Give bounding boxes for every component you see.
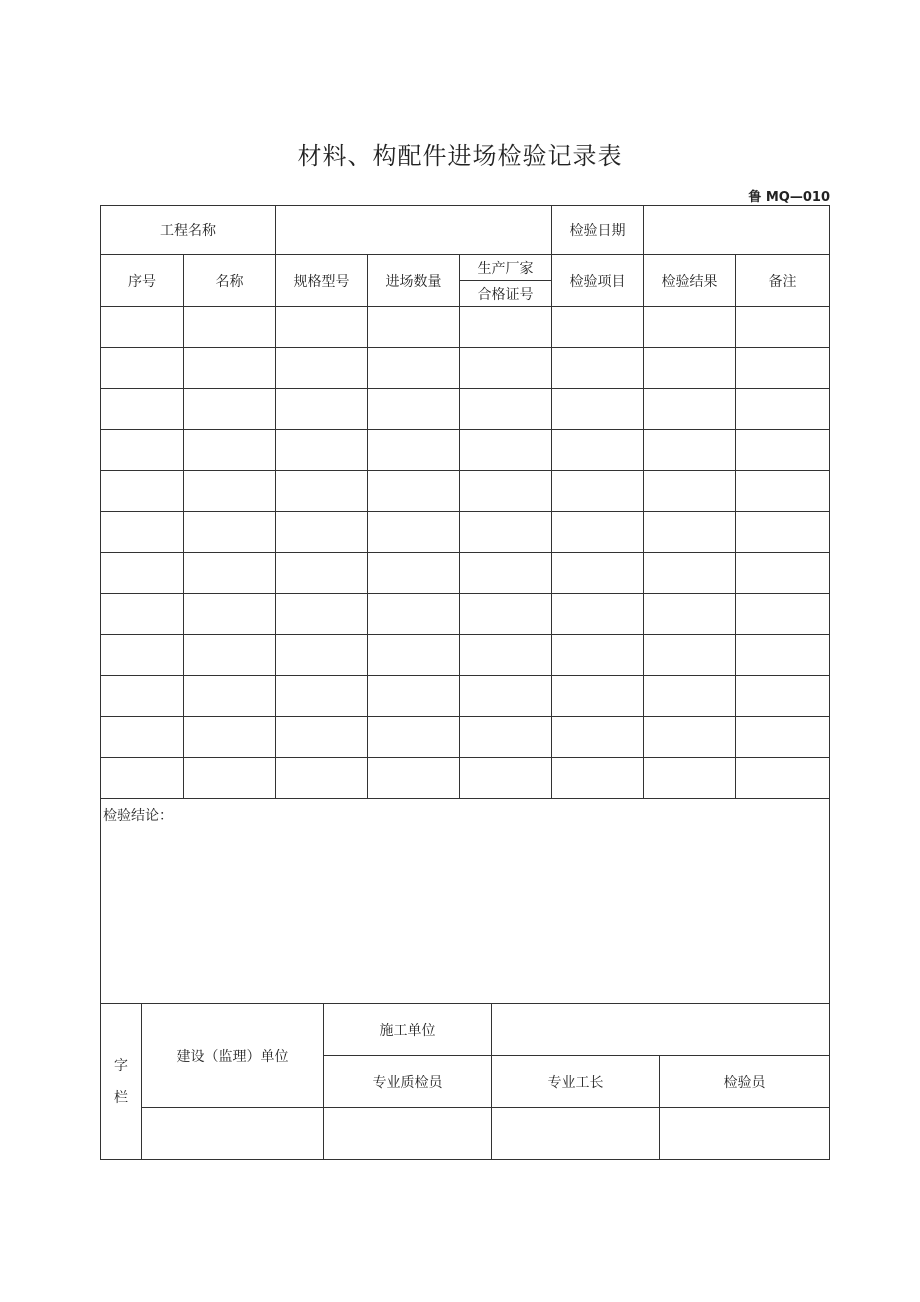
form-title: 材料、构配件进场检验记录表 [297,142,623,170]
col-header-cert: 合格证号 [459,280,552,307]
table-cell-qty[interactable] [367,347,460,389]
table-cell-note[interactable] [735,716,830,758]
inspect-date-label: 检验日期 [551,205,644,255]
conclusion-label: 检验结论： [103,808,173,824]
table-cell-item[interactable] [551,593,644,635]
table-cell-result[interactable] [643,675,736,717]
table-cell-name[interactable] [183,634,276,676]
inspect-date-field[interactable] [643,205,830,255]
table-cell-maker-cert[interactable] [459,757,552,799]
form-code: 鲁 MQ—010 [748,190,830,205]
table-cell-note[interactable] [735,429,830,471]
table-cell-seq[interactable] [100,716,184,758]
table-cell-spec[interactable] [275,388,368,430]
table-cell-note[interactable] [735,388,830,430]
table-cell-result[interactable] [643,470,736,512]
table-cell-item[interactable] [551,470,644,512]
table-cell-spec[interactable] [275,429,368,471]
table-cell-qty[interactable] [367,716,460,758]
contractor-unit-label: 施工单位 [323,1003,492,1056]
table-cell-name[interactable] [183,511,276,553]
table-cell-note[interactable] [735,511,830,553]
foreman-label: 专业工长 [491,1055,660,1108]
table-cell-maker-cert[interactable] [459,511,552,553]
table-cell-note[interactable] [735,634,830,676]
table-cell-result[interactable] [643,552,736,594]
foreman-signature-field[interactable] [491,1107,660,1160]
col-header-result: 检验结果 [643,254,736,307]
table-cell-qty[interactable] [367,388,460,430]
table-cell-item[interactable] [551,388,644,430]
table-cell-result[interactable] [643,306,736,348]
table-cell-name[interactable] [183,388,276,430]
inspector-signature-field[interactable] [659,1107,830,1160]
table-cell-item[interactable] [551,634,644,676]
table-cell-qty[interactable] [367,757,460,799]
table-cell-item[interactable] [551,552,644,594]
table-cell-name[interactable] [183,593,276,635]
table-cell-item[interactable] [551,757,644,799]
table-cell-maker-cert[interactable] [459,470,552,512]
table-cell-name[interactable] [183,675,276,717]
signature-side-char-2: 栏 [114,1089,128,1106]
contractor-unit-field[interactable] [491,1003,830,1056]
table-cell-qty[interactable] [367,306,460,348]
col-header-maker: 生产厂家 [459,254,552,281]
table-cell-maker-cert[interactable] [459,593,552,635]
table-cell-seq[interactable] [100,511,184,553]
table-cell-seq[interactable] [100,675,184,717]
table-cell-spec[interactable] [275,757,368,799]
col-header-qty: 进场数量 [367,254,460,307]
project-name-label: 工程名称 [100,205,276,255]
table-cell-spec[interactable] [275,511,368,553]
table-cell-note[interactable] [735,757,830,799]
table-cell-item[interactable] [551,716,644,758]
table-cell-seq[interactable] [100,757,184,799]
table-cell-note[interactable] [735,306,830,348]
table-cell-item[interactable] [551,675,644,717]
col-header-spec: 规格型号 [275,254,368,307]
table-cell-seq[interactable] [100,429,184,471]
table-cell-spec[interactable] [275,593,368,635]
table-cell-qty[interactable] [367,470,460,512]
table-cell-spec[interactable] [275,634,368,676]
table-cell-seq[interactable] [100,347,184,389]
table-cell-seq[interactable] [100,593,184,635]
signature-side-label [100,1003,142,1160]
table-cell-result[interactable] [643,593,736,635]
table-cell-name[interactable] [183,347,276,389]
conclusion-box[interactable] [100,798,830,1004]
table-cell-qty[interactable] [367,429,460,471]
table-cell-spec[interactable] [275,306,368,348]
table-cell-qty[interactable] [367,552,460,594]
table-cell-note[interactable] [735,675,830,717]
table-cell-name[interactable] [183,429,276,471]
table-cell-note[interactable] [735,347,830,389]
project-name-field[interactable] [275,205,552,255]
col-header-note: 备注 [735,254,830,307]
table-cell-name[interactable] [183,757,276,799]
table-cell-maker-cert[interactable] [459,634,552,676]
table-cell-maker-cert[interactable] [459,306,552,348]
table-cell-item[interactable] [551,347,644,389]
qc-inspector-signature-field[interactable] [323,1107,492,1160]
table-cell-maker-cert[interactable] [459,675,552,717]
table-cell-spec[interactable] [275,347,368,389]
table-cell-maker-cert[interactable] [459,716,552,758]
supervisor-unit-label: 建设（监理）单位 [141,1003,324,1108]
table-cell-spec[interactable] [275,675,368,717]
table-cell-note[interactable] [735,593,830,635]
table-cell-spec[interactable] [275,552,368,594]
table-cell-name[interactable] [183,470,276,512]
table-cell-name[interactable] [183,306,276,348]
table-cell-name[interactable] [183,552,276,594]
table-cell-maker-cert[interactable] [459,347,552,389]
table-cell-spec[interactable] [275,716,368,758]
table-cell-name[interactable] [183,716,276,758]
table-cell-result[interactable] [643,388,736,430]
table-cell-result[interactable] [643,716,736,758]
table-cell-result[interactable] [643,757,736,799]
col-header-seq: 序号 [100,254,184,307]
table-cell-spec[interactable] [275,470,368,512]
inspection-form-table [101,206,830,1161]
table-cell-maker-cert[interactable] [459,552,552,594]
col-header-name: 名称 [183,254,276,307]
table-cell-result[interactable] [643,429,736,471]
table-cell-result[interactable] [643,347,736,389]
table-cell-seq[interactable] [100,306,184,348]
table-cell-qty[interactable] [367,511,460,553]
table-cell-item[interactable] [551,306,644,348]
table-cell-seq[interactable] [100,470,184,512]
table-cell-qty[interactable] [367,634,460,676]
table-cell-seq[interactable] [100,634,184,676]
table-cell-maker-cert[interactable] [459,429,552,471]
table-cell-seq[interactable] [100,388,184,430]
col-header-item: 检验项目 [551,254,644,307]
table-cell-qty[interactable] [367,593,460,635]
table-cell-result[interactable] [643,634,736,676]
signature-side-char-1: 字 [114,1057,128,1074]
table-cell-item[interactable] [551,429,644,471]
table-cell-result[interactable] [643,511,736,553]
table-cell-qty[interactable] [367,675,460,717]
table-cell-seq[interactable] [100,552,184,594]
qc-inspector-label: 专业质检员 [323,1055,492,1108]
table-cell-item[interactable] [551,511,644,553]
table-cell-note[interactable] [735,552,830,594]
table-cell-note[interactable] [735,470,830,512]
supervisor-signature-field[interactable] [141,1107,324,1160]
table-cell-maker-cert[interactable] [459,388,552,430]
inspector-label: 检验员 [659,1055,830,1108]
